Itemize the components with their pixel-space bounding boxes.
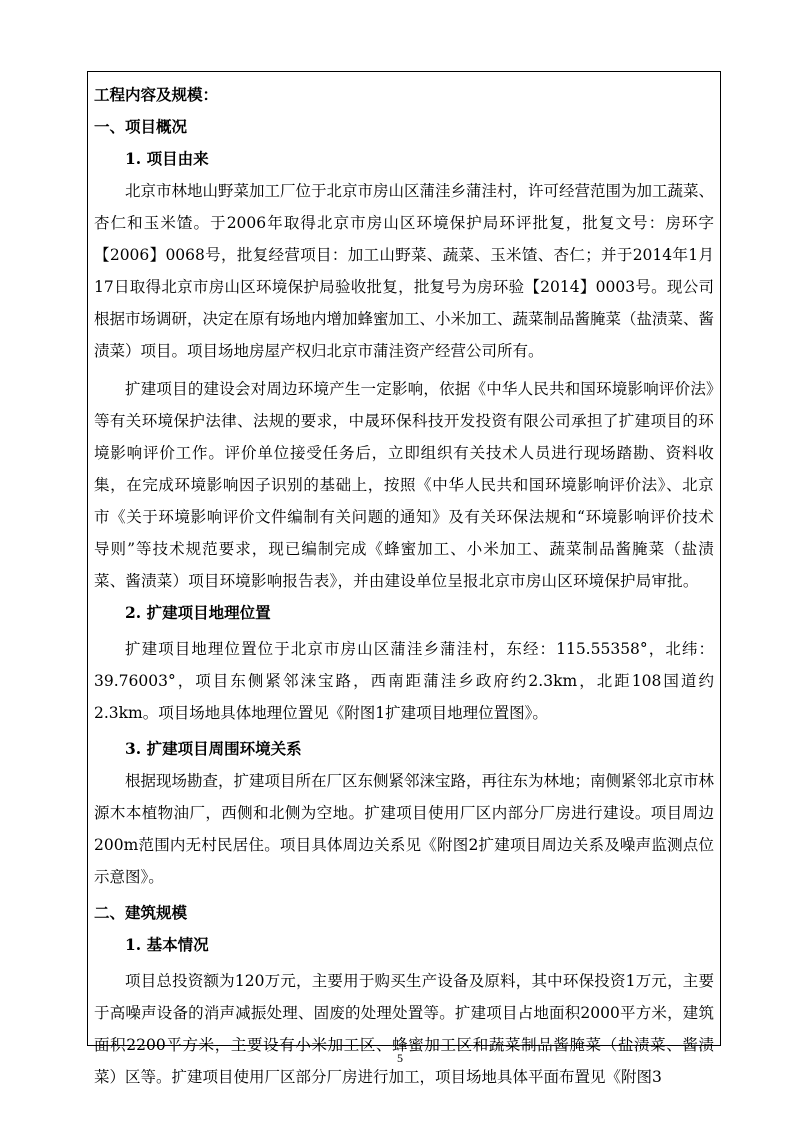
section2-title: 二、建筑规模 [94, 903, 188, 922]
section1-sub1-title: 1. 项目由来 [125, 149, 209, 168]
section1-sub1-para1: 北京市林地山野菜加工厂位于北京市房山区蒲洼乡蒲洼村，许可经营范围为加工蔬菜、杏仁和玉米馇。于2006年取得北京市房山区环境保护局环评批复，批复文号：房环字【2006】0068号，批复经营项目：加工山野菜、蔬菜、玉米馇、杏仁；并于2014年1月17日取得北京市房山区环境保护局验收批复，批复号为房环验【2014】0003号。现公司根据市场调研，决定在原有场地内增加蜂蜜加工、小米加工、蔬菜制品酱腌菜（盐渍菜、酱渍菜）项目。项目场地房屋产权归北京市蒲洼资产经营公司所有。 [94, 182, 715, 360]
heading: 工程内容及规模： [94, 85, 219, 104]
section1-sub2-para: 扩建项目地理位置位于北京市房山区蒲洼乡蒲洼村，东经：115.55358°，北纬：39.76003°，项目东侧紧邻涞宝路，西南距蒲洼乡政府约2.3km，北距108国道约2.3km。项目场地具体地理位置见《附图1扩建项目地理位置图》。 [94, 640, 714, 722]
section1-sub3-title: 3. 扩建项目周围环境关系 [125, 739, 302, 758]
section2-sub1-title: 1. 基本情况 [125, 935, 209, 954]
section1-sub1-para2: 扩建项目的建设会对周边环境产生一定影响，依据《中华人民共和国环境影响评价法》等有关环境保护法律、法规的要求，中晟环保科技开发投资有限公司承担了扩建项目的环境影响评价工作。评价单位接受任务后，立即组织有关技术人员进行现场踏勘、资料收集，在完成环境影响因子识别的基础上，按照《中华人民共和国环境影响评价法》、北京市《关于环境影响评价文件编制有关问题的通知》及有关环保法规和“环境影响评价技术导则”等技术规范要求，现已编制完成《蜂蜜加工、小米加工、蔬菜制品酱腌菜（盐渍菜、酱渍菜）项目环境影响报告表》，并由建设单位呈报北京市房山区环境保护局审批。 [94, 380, 714, 590]
page-number: 5 [397, 1051, 403, 1065]
section1-sub3-para: 根据现场勘查，扩建项目所在厂区东侧紧邻涞宝路，再往东为林地；南侧紧邻北京市林源木本植物油厂，西侧和北侧为空地。扩建项目使用厂区内部分厂房进行建设。项目周边200m范围内无村民居住。项目具体周边关系见《附图2扩建项目周边关系及噪声监测点位示意图》。 [94, 772, 715, 886]
section2-sub1-para: 项目总投资额为120万元，主要用于购买生产设备及原料，其中环保投资1万元，主要于高噪声设备的消声减振处理、固废的处理处置等。扩建项目占地面积2000平方米，建筑面积2200平方米，主要设有小米加工区、蜂蜜加工区和蔬菜制品酱腌菜（盐渍菜、酱渍菜）区等。扩建项目使用厂区部分厂房进行加工，项目场地具体平面布置见《附图3 [94, 972, 714, 1086]
content-frame [87, 71, 721, 1086]
section1-sub2-title: 2. 扩建项目地理位置 [125, 603, 271, 622]
section1-title: 一、项目概况 [94, 117, 188, 136]
